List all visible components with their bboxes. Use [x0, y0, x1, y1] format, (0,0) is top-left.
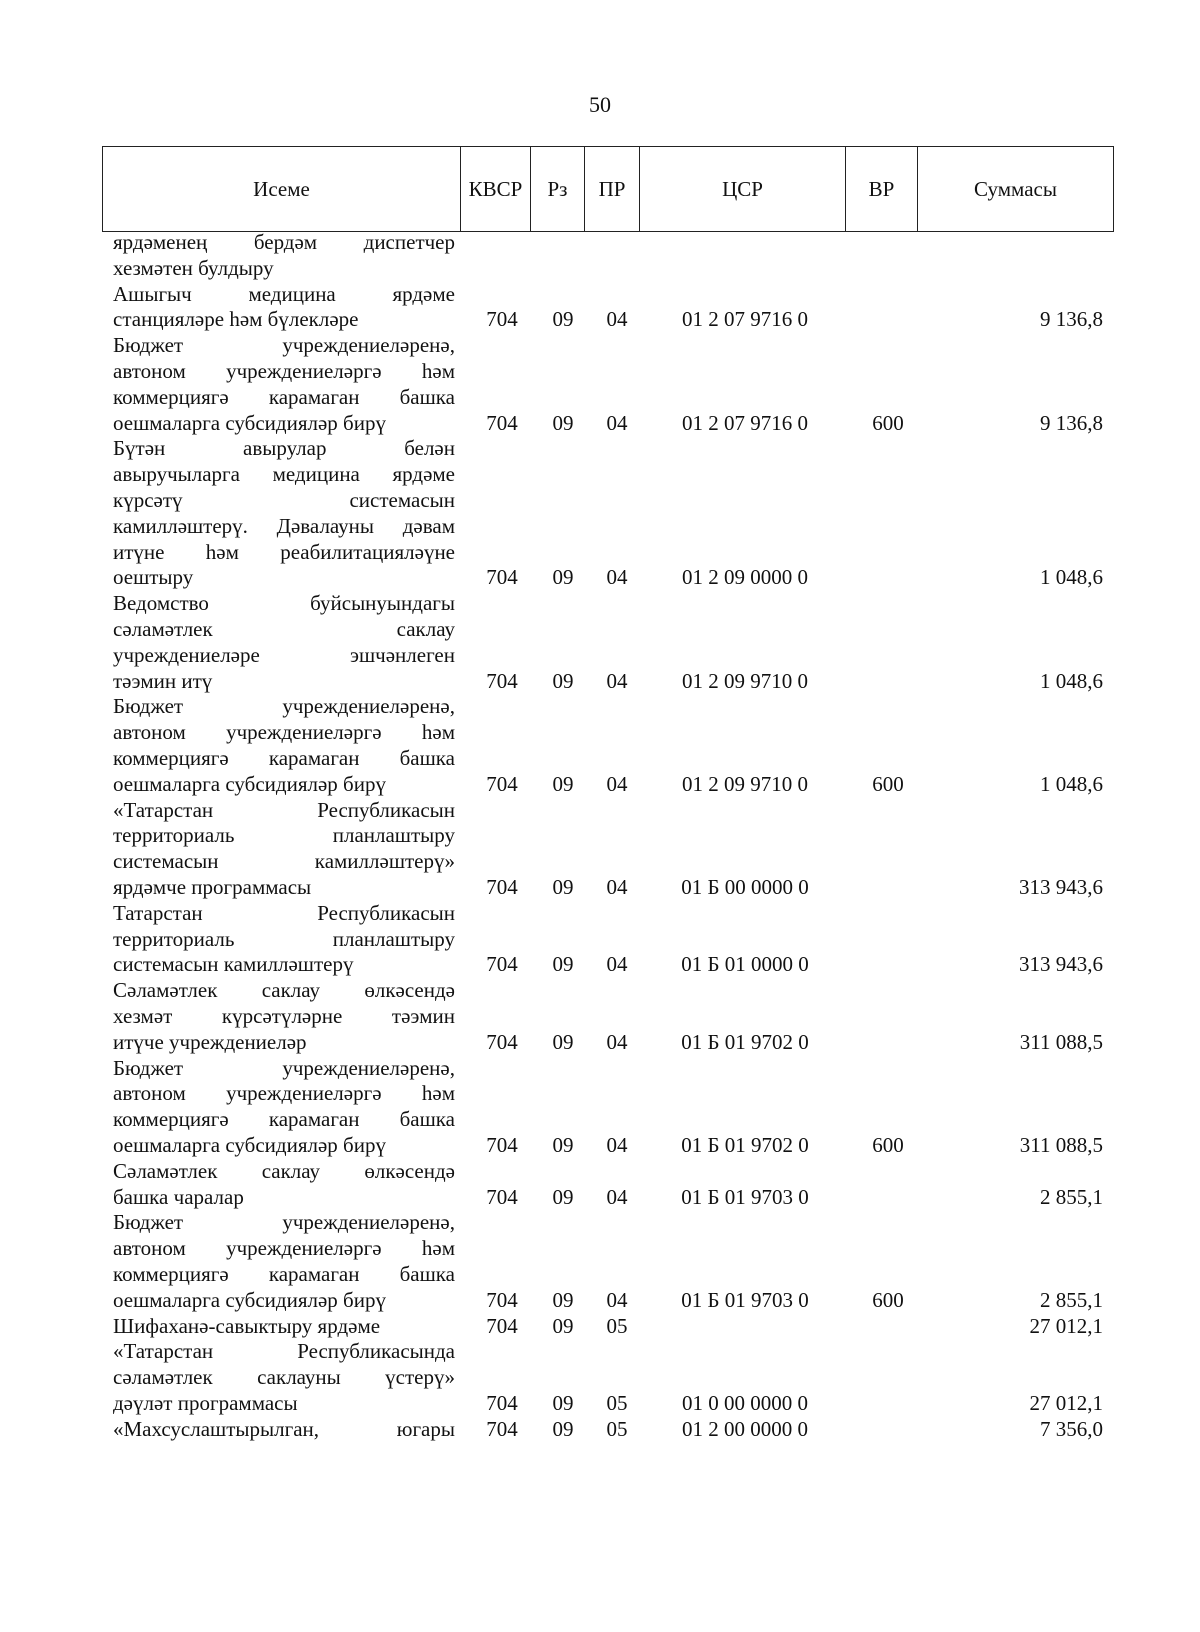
cell-kvsr: 704 — [486, 874, 518, 899]
cell-kvsr: 704 — [486, 1132, 518, 1157]
row-name-line: оешмаларга субсидияләр бирү — [113, 771, 386, 796]
table-row — [0, 978, 1200, 1055]
cell-sum: 311 088,5 — [1019, 1132, 1103, 1157]
row-name — [113, 1339, 455, 1416]
row-name-line: итүне һәм реабилитацияләүне — [113, 539, 455, 564]
cell-csr: 01 0 00 0000 0 — [682, 1390, 808, 1415]
cell-pr: 04 — [606, 307, 628, 332]
row-name-line: автоном учреждениеләргә һәм — [113, 1081, 455, 1106]
row-name-line: Сәламәтлек саклау өлкәсендә — [113, 1158, 455, 1183]
table-row — [0, 1159, 1200, 1211]
row-name-line: системасын камилләштерү» — [113, 849, 455, 874]
cell-rz: 09 — [552, 1390, 574, 1415]
cell-kvsr: 704 — [486, 1390, 518, 1415]
cell-kvsr: 704 — [486, 1313, 518, 1338]
cell-rz: 09 — [552, 1029, 574, 1054]
cell-pr: 04 — [606, 1029, 628, 1054]
cell-pr: 04 — [606, 410, 628, 435]
cell-kvsr: 704 — [486, 1029, 518, 1054]
cell-pr: 04 — [606, 1184, 628, 1209]
cell-csr: 01 Б 01 9703 0 — [681, 1184, 809, 1209]
row-name — [113, 1314, 455, 1340]
cell-vr: 600 — [872, 410, 904, 435]
row-name — [113, 978, 455, 1055]
cell-sum: 7 356,0 — [1040, 1416, 1103, 1441]
row-name-line: автоном учреждениеләргә һәм — [113, 720, 455, 745]
cell-kvsr: 704 — [486, 668, 518, 693]
cell-csr: 01 Б 01 9702 0 — [681, 1029, 809, 1054]
cell-pr: 05 — [606, 1390, 628, 1415]
row-name-line: Шифаханә-савыктыру ярдәме — [113, 1313, 381, 1338]
cell-kvsr: 704 — [486, 952, 518, 977]
row-name-line: оештыру — [113, 565, 194, 590]
cell-sum: 1 048,6 — [1040, 565, 1103, 590]
row-name — [113, 1159, 455, 1211]
cell-csr: 01 Б 01 0000 0 — [681, 952, 809, 977]
cell-rz: 09 — [552, 1287, 574, 1312]
cell-csr: 01 2 09 0000 0 — [682, 565, 808, 590]
row-name-line: оешмаларга субсидияләр бирү — [113, 1132, 386, 1157]
cell-rz: 09 — [552, 1184, 574, 1209]
cell-pr: 04 — [606, 874, 628, 899]
row-name-line: Ведомство буйсынуындагы — [113, 591, 455, 616]
row-name-line: коммерциягә карамаган башка — [113, 384, 455, 409]
table-row — [0, 1314, 1200, 1340]
cell-pr: 05 — [606, 1416, 628, 1441]
cell-rz: 09 — [552, 771, 574, 796]
table-row — [0, 1056, 1200, 1159]
row-name-line: Бюджет учреждениеләренә, — [113, 694, 455, 719]
table-row — [0, 1210, 1200, 1313]
table-row — [0, 591, 1200, 694]
cell-rz: 09 — [552, 1416, 574, 1441]
row-name-line: коммерциягә карамаган башка — [113, 1261, 455, 1286]
table-row — [0, 1339, 1200, 1416]
cell-sum: 2 855,1 — [1040, 1184, 1103, 1209]
cell-sum: 27 012,1 — [1029, 1313, 1103, 1338]
cell-kvsr: 704 — [486, 410, 518, 435]
row-name-line: башка чаралар — [113, 1184, 244, 1209]
row-name — [113, 798, 455, 901]
row-name-line: хезмәтен булдыру — [113, 255, 274, 280]
row-name-line: сәламәтлек саклауны үстерү» — [113, 1365, 455, 1390]
row-name-line: коммерциягә карамаган башка — [113, 1107, 455, 1132]
table-row — [0, 333, 1200, 436]
cell-kvsr: 704 — [486, 1416, 518, 1441]
row-name-line: ярдәмче программасы — [113, 874, 312, 899]
cell-pr: 04 — [606, 771, 628, 796]
row-name-line: Бюджет учреждениеләренә, — [113, 1210, 455, 1235]
row-name — [113, 694, 455, 797]
row-name-line: Бюджет учреждениеләренә, — [113, 1055, 455, 1080]
row-name — [113, 282, 455, 334]
column-header-sum: Суммасы — [974, 176, 1057, 201]
cell-rz: 09 — [552, 668, 574, 693]
cell-pr: 04 — [606, 668, 628, 693]
row-name-line: дәүләт программасы — [113, 1390, 298, 1415]
row-name-line: учреждениеләре эшчәнлеген — [113, 642, 455, 667]
table-header — [102, 146, 1114, 232]
row-name-line: камилләштерү. Дәвалауны дәвам — [113, 513, 455, 538]
cell-kvsr: 704 — [486, 565, 518, 590]
cell-sum: 9 136,8 — [1040, 410, 1103, 435]
cell-sum: 313 943,6 — [1019, 874, 1103, 899]
column-header-pr: ПР — [585, 147, 640, 231]
cell-sum: 9 136,8 — [1040, 307, 1103, 332]
row-name — [113, 230, 455, 282]
cell-csr: 01 2 07 9716 0 — [682, 307, 808, 332]
cell-pr: 04 — [606, 952, 628, 977]
row-name — [113, 591, 455, 694]
page-number: 50 — [589, 92, 611, 117]
table-row — [0, 230, 1200, 282]
row-name — [113, 1210, 455, 1313]
row-name-line: ярдәменең бердәм диспетчер — [113, 230, 455, 254]
row-name-line: сәламәтлек саклау — [113, 616, 455, 641]
cell-sum: 1 048,6 — [1040, 668, 1103, 693]
cell-vr: 600 — [872, 1287, 904, 1312]
row-name-line: итүче учреждениеләр — [113, 1029, 307, 1054]
cell-sum: 2 855,1 — [1040, 1287, 1103, 1312]
row-name — [113, 1056, 455, 1159]
row-name — [113, 901, 455, 978]
cell-pr: 04 — [606, 565, 628, 590]
row-name-line: авыручыларга медицина ярдәме — [113, 462, 455, 487]
table-row — [0, 1417, 1200, 1443]
cell-csr: 01 2 09 9710 0 — [682, 771, 808, 796]
cell-csr: 01 Б 01 9703 0 — [681, 1287, 809, 1312]
cell-pr: 05 — [606, 1313, 628, 1338]
row-name-line: хезмәт күрсәтүләрне тәэмин — [113, 1003, 455, 1028]
row-name-line: оешмаларга субсидияләр бирү — [113, 410, 386, 435]
cell-sum: 27 012,1 — [1029, 1390, 1103, 1415]
row-name — [113, 436, 455, 591]
cell-csr: 01 2 00 0000 0 — [682, 1416, 808, 1441]
row-name-line: автоном учреждениеләргә һәм — [113, 1236, 455, 1261]
column-header-rz: Рз — [531, 147, 585, 231]
cell-kvsr: 704 — [486, 1184, 518, 1209]
cell-rz: 09 — [552, 307, 574, 332]
row-name — [113, 333, 455, 436]
row-name-line: Бюджет учреждениеләренә, — [113, 333, 455, 358]
row-name — [113, 1417, 455, 1443]
table-row — [0, 694, 1200, 797]
cell-rz: 09 — [552, 410, 574, 435]
row-name-line: Ашыгыч медицина ярдәме — [113, 281, 455, 306]
row-name-line: «Татарстан Республикасын — [113, 797, 455, 822]
cell-sum: 313 943,6 — [1019, 952, 1103, 977]
table-row — [0, 901, 1200, 978]
row-name-line: оешмаларга субсидияләр бирү — [113, 1287, 386, 1312]
cell-pr: 04 — [606, 1287, 628, 1312]
cell-rz: 09 — [552, 874, 574, 899]
row-name-line: тәэмин итү — [113, 668, 213, 693]
column-header-vr: ВР — [846, 147, 918, 231]
row-name-line: территориаль планлаштыру — [113, 926, 455, 951]
row-name-line: күрсәтү системасын — [113, 487, 455, 512]
row-name-line: территориаль планлаштыру — [113, 823, 455, 848]
cell-csr: 01 2 09 9710 0 — [682, 668, 808, 693]
cell-vr: 600 — [872, 771, 904, 796]
cell-csr: 01 Б 00 0000 0 — [681, 874, 809, 899]
row-name-line: системасын камилләштерү — [113, 952, 354, 977]
row-name-line: Бүтән авырулар белән — [113, 436, 455, 461]
cell-pr: 04 — [606, 1132, 628, 1157]
cell-sum: 311 088,5 — [1019, 1029, 1103, 1054]
table-row — [0, 798, 1200, 901]
cell-rz: 09 — [552, 1313, 574, 1338]
table-row — [0, 282, 1200, 334]
row-name-line: автоном учреждениеләргә һәм — [113, 358, 455, 383]
cell-rz: 09 — [552, 565, 574, 590]
row-name-line: «Махсуслаштырылган, югары — [113, 1416, 455, 1441]
table-row — [0, 436, 1200, 591]
cell-rz: 09 — [552, 1132, 574, 1157]
cell-csr: 01 Б 01 9702 0 — [681, 1132, 809, 1157]
column-header-csr: ЦСР — [640, 147, 846, 231]
row-name-line: коммерциягә карамаган башка — [113, 745, 455, 770]
cell-sum: 1 048,6 — [1040, 771, 1103, 796]
row-name-line: станцияләре һәм бүлекләре — [113, 307, 359, 332]
cell-csr: 01 2 07 9716 0 — [682, 410, 808, 435]
cell-kvsr: 704 — [486, 307, 518, 332]
cell-rz: 09 — [552, 952, 574, 977]
row-name-line: «Татарстан Республикасында — [113, 1339, 455, 1364]
cell-kvsr: 704 — [486, 771, 518, 796]
cell-vr: 600 — [872, 1132, 904, 1157]
row-name-line: Сәламәтлек саклау өлкәсендә — [113, 978, 455, 1003]
cell-kvsr: 704 — [486, 1287, 518, 1312]
row-name-line: Татарстан Республикасын — [113, 900, 455, 925]
column-header-name: Исеме — [103, 147, 461, 231]
column-header-kvsr: КВСР — [461, 147, 531, 231]
